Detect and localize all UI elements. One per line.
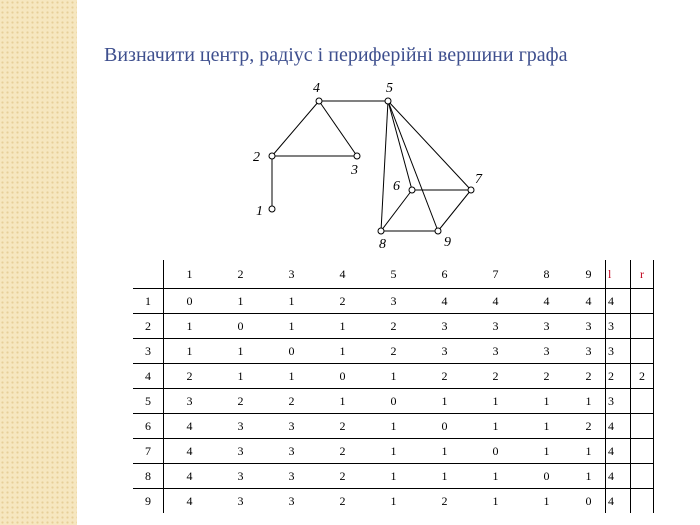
distance-cell: 1	[164, 314, 216, 339]
distance-cell: 4	[164, 414, 216, 439]
distance-cell: 2	[339, 493, 346, 508]
distance-cell: 1	[368, 439, 419, 464]
distance-cell: 2	[317, 439, 368, 464]
distance-cell: 2	[317, 289, 368, 314]
eccentricity-cell: 4	[606, 289, 631, 314]
table-row	[133, 489, 654, 514]
radius-cell	[631, 414, 654, 439]
edge-6-8	[381, 190, 412, 231]
row-header: 1	[133, 289, 164, 314]
distance-cell: 1	[470, 414, 521, 439]
col-header: 3	[266, 260, 317, 289]
row-header: 8	[133, 464, 164, 489]
distance-cell: 3	[470, 314, 521, 339]
distance-cell: 3	[368, 289, 419, 314]
distance-cell: 2	[164, 364, 216, 389]
distance-cell: 1	[572, 439, 606, 464]
distance-cell: 1	[317, 389, 368, 414]
distance-cell: 1	[368, 464, 419, 489]
radius-cell	[631, 314, 654, 339]
table-row	[133, 439, 654, 464]
col-header: 4	[317, 260, 368, 289]
edge-4-3	[319, 101, 357, 156]
table-row	[133, 314, 654, 339]
distance-cell: 0	[419, 414, 470, 439]
slide-title: Визначити центр, радіус і периферійні вершини графа	[104, 44, 568, 66]
distance-cell: 1	[164, 339, 216, 364]
row-header: 6	[133, 414, 164, 439]
distance-cell: 1	[572, 464, 606, 489]
distance-cell: 3	[215, 464, 266, 489]
vertex-3	[354, 153, 360, 159]
distance-cell: 1	[470, 389, 521, 414]
distance-cell: 3	[419, 314, 470, 339]
distance-cell: 1	[419, 439, 470, 464]
row-header: 4	[133, 364, 164, 389]
col-header: 2	[215, 260, 266, 289]
distance-cell: 3	[572, 339, 606, 364]
row-header: 7	[133, 439, 164, 464]
col-header-r: r	[631, 260, 654, 289]
distance-cell: 4	[521, 289, 572, 314]
edge-5-8	[381, 101, 388, 231]
distance-cell: 0	[164, 289, 216, 314]
distance-cell: 3	[470, 339, 521, 364]
radius-cell	[631, 389, 654, 414]
table-row	[133, 389, 654, 414]
distance-cell: 4	[419, 289, 470, 314]
distance-cell: 1	[419, 389, 470, 414]
vertex-5	[385, 98, 391, 104]
distance-cell: 2	[317, 414, 368, 439]
vertex-label-5: 5	[386, 81, 393, 96]
vertex-label-6: 6	[393, 179, 400, 194]
distance-cell: 1	[317, 314, 368, 339]
row-header: 5	[133, 389, 164, 414]
distance-cell: 0	[521, 464, 572, 489]
vertex-label-8: 8	[379, 237, 386, 252]
col-header: 7	[470, 260, 521, 289]
distance-cell: 3	[419, 339, 470, 364]
table-row	[133, 364, 654, 389]
table-row	[133, 339, 654, 364]
distance-cell: 3	[215, 414, 266, 439]
distance-cell: 0	[585, 493, 592, 508]
distance-cell: 3	[266, 414, 317, 439]
distance-cell: 2	[470, 364, 521, 389]
distance-cell: 1	[215, 289, 266, 314]
distance-cell: 3	[288, 493, 295, 508]
vertex-label-9: 9	[444, 235, 451, 250]
col-header: 1	[164, 260, 216, 289]
distance-matrix-table	[133, 260, 654, 513]
edge-7-9	[438, 190, 471, 231]
distance-cell: 4	[186, 493, 193, 508]
distance-cell: 2	[215, 389, 266, 414]
distance-cell: 1	[521, 414, 572, 439]
col-header: 6	[419, 260, 470, 289]
distance-cell: 1	[215, 364, 266, 389]
corner-cell	[133, 260, 164, 289]
distance-cell: 1	[419, 464, 470, 489]
distance-cell: 3	[266, 464, 317, 489]
radius-cell	[631, 464, 654, 489]
distance-cell: 2	[419, 364, 470, 389]
distance-cell: 0	[368, 389, 419, 414]
edge-2-4	[272, 101, 319, 156]
eccentricity-cell: 4	[606, 489, 631, 514]
radius-cell	[631, 339, 654, 364]
vertex-1	[269, 206, 275, 212]
distance-cell: 1	[215, 339, 266, 364]
distance-cell: 2	[572, 414, 606, 439]
vertex-6	[409, 187, 415, 193]
distance-cell: 4	[470, 289, 521, 314]
distance-cell: 0	[317, 364, 368, 389]
distance-cell: 1	[317, 339, 368, 364]
vertex-label-7: 7	[475, 172, 482, 187]
distance-cell: 3	[521, 314, 572, 339]
vertex-4	[316, 98, 322, 104]
distance-cell: 1	[543, 493, 550, 508]
eccentricity-cell: 3	[606, 314, 631, 339]
distance-cell: 3	[237, 493, 244, 508]
eccentricity-cell: 3	[606, 339, 631, 364]
radius-cell	[631, 439, 654, 464]
vertex-label-4: 4	[313, 81, 320, 96]
distance-cell: 0	[215, 314, 266, 339]
distance-cell: 1	[266, 289, 317, 314]
radius-cell	[631, 489, 654, 514]
table-row	[133, 289, 654, 314]
distance-cell: 2	[368, 314, 419, 339]
table-header-row	[133, 260, 654, 289]
eccentricity-cell: 4	[606, 439, 631, 464]
table-row	[133, 464, 654, 489]
distance-cell: 1	[266, 364, 317, 389]
vertex-8	[378, 228, 384, 234]
distance-cell: 1	[521, 439, 572, 464]
distance-cell: 2	[266, 389, 317, 414]
col-header: 9	[572, 260, 606, 289]
row-header: 2	[133, 314, 164, 339]
distance-cell: 4	[164, 464, 216, 489]
row-header: 3	[133, 339, 164, 364]
distance-cell: 1	[492, 493, 499, 508]
distance-cell: 4	[572, 289, 606, 314]
eccentricity-cell: 2	[606, 364, 631, 389]
distance-cell: 3	[572, 314, 606, 339]
distance-cell: 3	[164, 389, 216, 414]
distance-cell: 2	[368, 339, 419, 364]
vertex-2	[269, 153, 275, 159]
eccentricity-cell: 4	[606, 414, 631, 439]
vertex-9	[435, 228, 441, 234]
vertex-7	[468, 187, 474, 193]
distance-cell: 2	[317, 464, 368, 489]
distance-cell: 1	[470, 464, 521, 489]
row-header: 9	[133, 489, 164, 514]
eccentricity-cell: 3	[606, 389, 631, 414]
distance-cell: 3	[266, 439, 317, 464]
distance-cell: 3	[521, 339, 572, 364]
distance-cell: 4	[164, 439, 216, 464]
distance-cell: 1	[572, 389, 606, 414]
eccentricity-cell: 4	[606, 464, 631, 489]
table-row	[133, 414, 654, 439]
distance-cell: 2	[572, 364, 606, 389]
distance-cell: 1	[521, 389, 572, 414]
col-header-l: l	[606, 260, 631, 289]
distance-cell: 0	[266, 339, 317, 364]
vertex-label-1: 1	[256, 204, 263, 219]
radius-cell	[631, 289, 654, 314]
distance-cell: 1	[368, 364, 419, 389]
distance-cell: 2	[521, 364, 572, 389]
vertex-label-3: 3	[351, 163, 358, 178]
col-header: 8	[521, 260, 572, 289]
radius-cell: 2	[631, 364, 654, 389]
distance-cell: 1	[368, 414, 419, 439]
vertex-label-2: 2	[253, 150, 260, 165]
distance-cell: 3	[215, 439, 266, 464]
distance-cell: 0	[470, 439, 521, 464]
distance-cell: 1	[266, 314, 317, 339]
distance-cell: 2	[441, 493, 448, 508]
col-header: 5	[368, 260, 419, 289]
distance-cell: 1	[390, 493, 397, 508]
